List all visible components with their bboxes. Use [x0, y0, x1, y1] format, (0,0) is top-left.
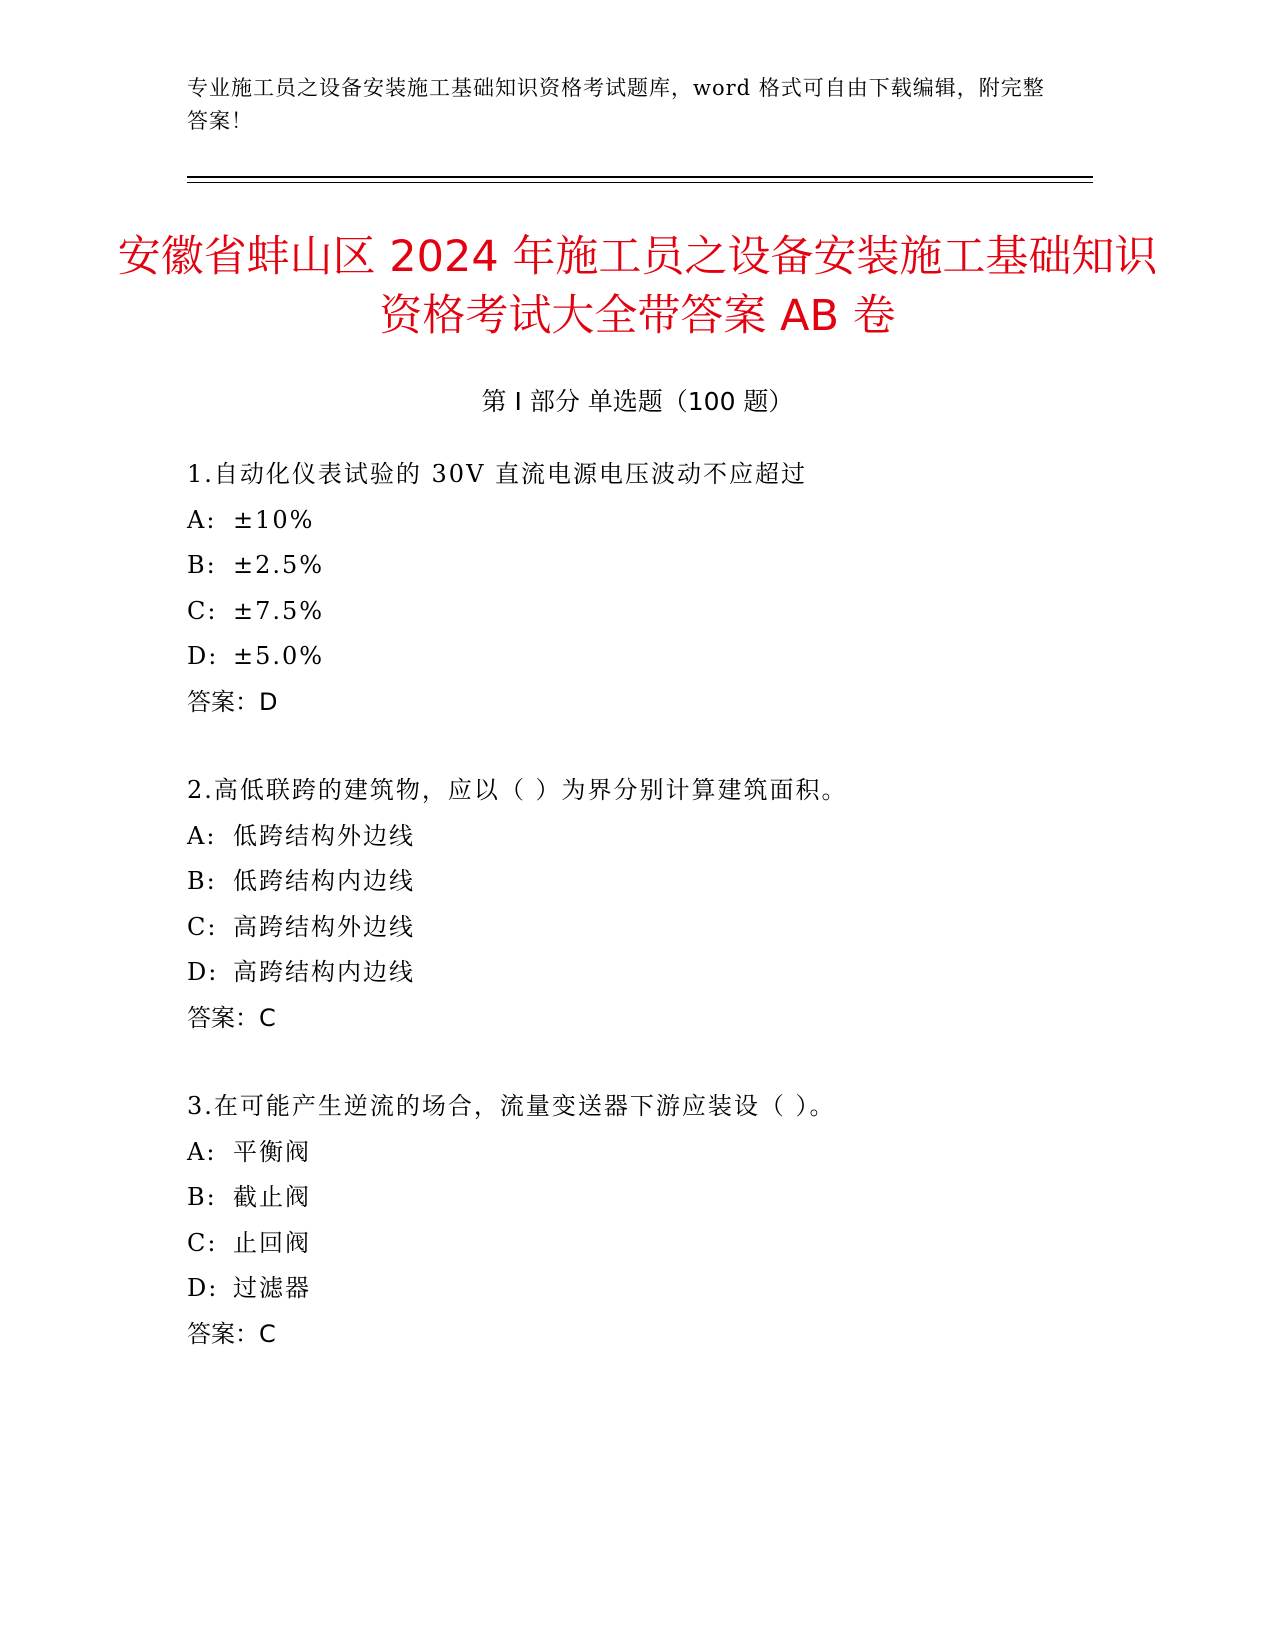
option-letter: B:: [187, 1183, 217, 1212]
option-letter: C:: [187, 912, 218, 941]
option-text: ±7.5%: [233, 596, 325, 625]
option-text: ±10%: [233, 505, 315, 534]
document-title: 安徽省蚌山区 2024 年施工员之设备安装施工基础知识资格考试大全带答案 AB 卷: [117, 232, 1158, 341]
option-text: 低跨结构外边线: [233, 821, 415, 850]
option-text: 截止阀: [233, 1183, 311, 1212]
header-divider-thin: [187, 182, 1093, 183]
option-text: 高跨结构内边线: [233, 958, 415, 987]
section-title: 第 I 部分 单选题（100 题）: [481, 387, 794, 416]
option-a: [187, 814, 1087, 860]
option-letter: B:: [187, 551, 217, 580]
option-b: [187, 1175, 1087, 1221]
option-letter: C:: [187, 1228, 218, 1257]
option-letter: C:: [187, 596, 218, 625]
option-d: [187, 950, 1087, 996]
header-divider-thick: [187, 176, 1093, 178]
option-a: [187, 498, 1087, 544]
option-text: 平衡阀: [233, 1137, 311, 1166]
option-letter: D:: [187, 958, 219, 987]
question-stem: 1.自动化仪表试验的 30V 直流电源电压波动不应超过: [187, 460, 808, 488]
answer: 答案：D: [187, 687, 278, 716]
option-text: ±2.5%: [233, 551, 325, 580]
option-c: [187, 905, 1087, 951]
option-text: 低跨结构内边线: [233, 867, 415, 896]
option-letter: A:: [187, 1137, 217, 1166]
option-text: 过滤器: [233, 1274, 311, 1303]
option-text: 止回阀: [233, 1228, 311, 1257]
option-d: [187, 634, 1087, 680]
question-3: [187, 1084, 1087, 1358]
option-letter: A:: [187, 505, 217, 534]
option-d: [187, 1266, 1087, 1312]
option-a: [187, 1130, 1087, 1176]
question-stem: 2.高低联跨的建筑物，应以（ ）为界分别计算建筑面积。: [187, 776, 848, 804]
option-letter: D:: [187, 1274, 219, 1303]
option-letter: A:: [187, 821, 217, 850]
question-stem: 3.在可能产生逆流的场合，流量变送器下游应装设（ ）。: [187, 1092, 836, 1120]
option-text: 高跨结构外边线: [233, 912, 415, 941]
answer: 答案：C: [187, 1003, 276, 1032]
option-text: ±5.0%: [233, 642, 325, 671]
option-b: [187, 543, 1087, 589]
option-b: [187, 859, 1087, 905]
option-c: [187, 1221, 1087, 1267]
option-letter: D:: [187, 642, 219, 671]
question-1: [187, 452, 1087, 726]
option-letter: B:: [187, 867, 217, 896]
answer: 答案：C: [187, 1319, 276, 1348]
header-note: 专业施工员之设备安装施工基础知识资格考试题库，word 格式可自由下载编辑，附完整答案！: [187, 76, 1045, 133]
option-c: [187, 589, 1087, 635]
question-2: [187, 768, 1087, 1042]
